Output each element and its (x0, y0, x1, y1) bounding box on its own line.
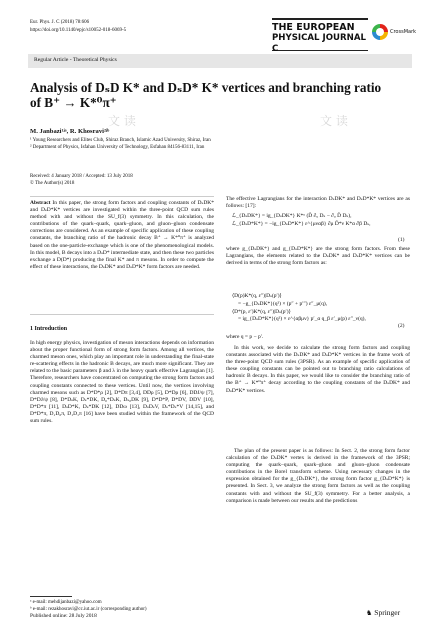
affiliation-2: ² Department of Physics, Isfahan University of Technology, Esfahan 84156-83111, Iran (30, 145, 205, 150)
journal-name-line2: PHYSICAL JOURNAL C (272, 33, 366, 54)
authors: M. Janbazi¹ʲᵃ, R. Khosravi²ʲᵇ (30, 128, 110, 135)
title-line1: Analysis of DₛD K* and DₛD* K* vertices and branching ratio (30, 80, 382, 95)
equation-2b: = −g_{DₛDK*}(q²) × (p″ + p′″) ε″_μ(q), (238, 300, 328, 307)
springer-logo (366, 608, 400, 617)
equation-2 (232, 293, 402, 324)
doi-link[interactable]: https://doi.org/10.1140/epjc/s10052-018-6069-5 (30, 28, 127, 33)
article-type: Regular Article - Theoretical Physics (34, 57, 117, 63)
crossmark-label: CrossMark (390, 29, 417, 35)
title-line2: of B⁺ → K*⁰π⁺ (30, 95, 117, 110)
affiliation-1: ¹ Young Researchers and Elites Club, Shiraz Branch, Islamic Azad University, Shiraz, Iran (30, 138, 211, 143)
journal-name-line1: THE EUROPEAN (272, 22, 355, 33)
watermark: 文 读 (108, 114, 136, 128)
copyright: © The Author(s) 2018 (30, 181, 75, 186)
page-title (30, 80, 410, 110)
springer-label: Springer (374, 608, 401, 617)
equation-1 (232, 213, 410, 229)
equation-2a: ⟨D(p)K*(q, ε″)|Dₛ(p′)⟩ (232, 293, 282, 299)
journal-logo (272, 18, 368, 54)
equation-1a: ℒ_{DₛDK*} = ig_{DₛDK*} K*ᵘ (D̄ ∂ᵤ Dₛ − ∂ᵤ D̄ Dₛ), (232, 213, 352, 219)
abstract-text: In this paper, the strong form factors and coupling constants of DₛDK* and DₛD*K* vertices are investigated within the three-point QCD sum rules method with and without the SU_f(3) symmetry. In this calculation, the contributions of the quark–quark, quark–gluon, and gluon–gluon condensate corrections are considered. As an example of specific application of these coupling constants, the branching ratio of the hadronic decay B⁺ → K*⁰π⁺ is analyzed based on the one-particle-exchange which is one of the phenomenological models. In this model, B decays into a DₛD* intermediate state, and then these two particles exchange a D(D*) producing the final K* and π mesons. In order to compute the effect of these interactions, the DₛDK* and DₛD*K* form factors are needed. (30, 200, 215, 270)
footnote-b: ᵇ e-mail: rezakhosravi@cc.iut.ac.ir (corresponding author) (30, 607, 147, 612)
footnote-a: ᵃ e-mail: mehdijanbazi@yahoo.com (30, 600, 102, 605)
right-paragraph-5: The plan of the present paper is as follows: In Sect. 2, the strong form factor calculation of the DₛDK* vertex is derived in the framework of the 3PSR; computing the quark–quark, quark–gluon and gluon–gluon condensate contributions in the Borel transform scheme. Using necessary changes in the expression obtained for the g_{DₛDK*}, the strong form factor g_{DₛD*K*} is presented. In Sect. 3, we analyze the strong form factors as well as the coupling constants with and without the SU_f(3) symmetry. For a better analysis, a comparison is made between our results and the predictions (226, 448, 410, 504)
springer-icon: ♞ (366, 608, 373, 617)
equation-1b: ℒ_{DₛD*K*} = −ig_{DₛD*K*} ε^{μναβ} ∂μ D̄*ν K*α ∂β Dₛ, (232, 220, 371, 227)
citation: Eur. Phys. J. C (2018) 78:606 (30, 20, 90, 25)
abstract-label: Abstract (30, 200, 51, 206)
right-paragraph-3: where q = p − p′. (226, 334, 264, 340)
received-date: Received: 4 January 2018 / Accepted: 13 July 2018 (30, 174, 133, 179)
equation-2c: ⟨D*(p, ε′)K*(q, ε″)|Dₛ(p′)⟩ (232, 308, 291, 315)
intro-text: In high energy physics, investigation of meson interactions depends on information about the proper functional form of strong form factors. Among all vertices, the charmed meson ones, which play an important role in understanding the final-state re-scattering effects in the hadronic B decays, are much more significant. They are related to the basic parameters β and λ in the heavy quark effective Lagrangian [1]. Therefore, researchers have concentrated on computing the strong form factors and coupling constants connected to these vertices. Until now, the vertices involving charmed mesons such as D*D*ρ [2], D*Dπ [3,4], DDρ [5], D*Dρ [6], DDJ/ψ [7], D*DJ/ψ [8], D*DₛK, Dₛ*DK, D₀*DₛK, Dₛ₀DK [9], D*D*P, D*DV, DDV [10], D*D*π [11], DₛD*K, Dₛ*DK [12], DDω [13], DₛDₛV, Dₛ*Dₛ*V [14,15], and D*D*π, D₁D₀π, D₁D₁π [16] have been studied within the framework of the QCD sum rules. (30, 340, 214, 425)
equation-2d: = ig_{DₛD*K*}(q²) × ε^{αβμν} p′_α q_β ε′_μ(p) ε″_ν(q), (238, 316, 366, 323)
crossmark-badge[interactable] (372, 24, 416, 40)
published-date: Published online: 28 July 2018 (30, 613, 97, 619)
right-paragraph-4: In this work, we decide to calculate the strong form factors and coupling constants associated with the DₛDK* and DₛD*K* vertices in the frame work of the three-point QCD sum rules (3PSR). As an example of specific application of these coupling constants can be pointed out to branching ratio calculations of hadronic B decays. In this paper, we would like to consider the branching ratio of the B⁺ → K*⁰π⁺ decay according to the coupling constants of the DₛDK* and DₛD*K* vertices. (226, 345, 410, 394)
equation-2-number: (2) (398, 323, 405, 329)
right-paragraph-1: The effective Lagrangians for the interaction DₛDK* and DₛD*K* vertices are as follows: [17]: (226, 196, 410, 210)
abstract-box (30, 196, 214, 315)
article-type-bar (28, 54, 412, 68)
crossmark-icon (372, 24, 388, 40)
equation-1-number: (1) (398, 237, 405, 243)
footnote-rule (30, 596, 72, 597)
right-paragraph-2: where g_{DₛDK*} and g_{DₛD*K*} are the strong form factors. From these Lagrangians, the elements related to the DₛDK* and DₛD*K* vertices can be derived in terms of the strong form factors as: (226, 246, 410, 267)
watermark: 文 读 (320, 114, 348, 128)
intro-heading: 1 Introduction (30, 326, 68, 332)
